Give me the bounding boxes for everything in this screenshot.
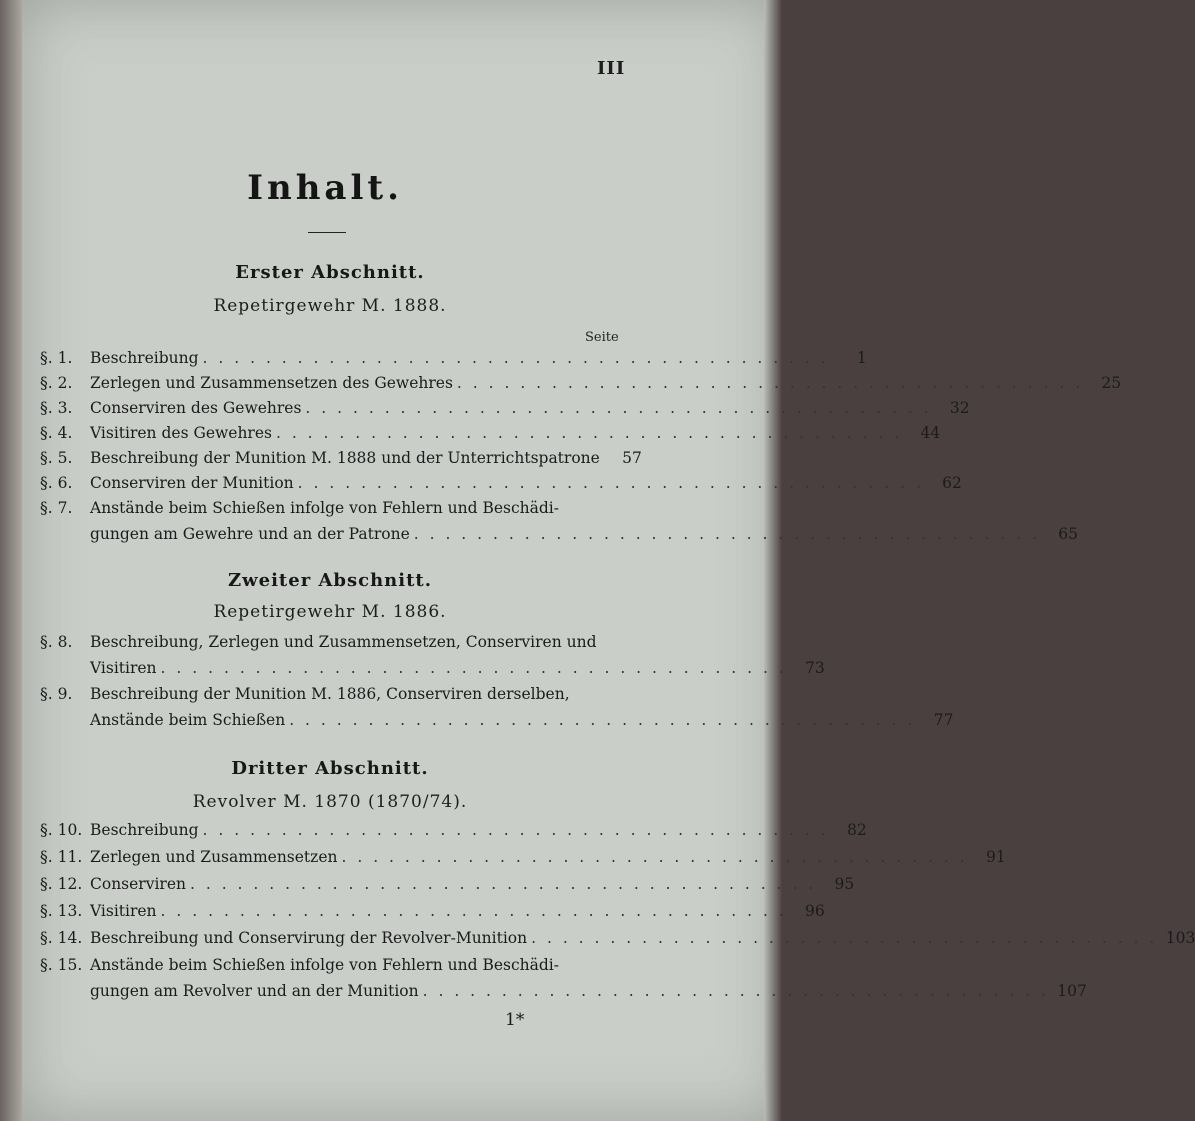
dot-leader: . . . . . . . . . . . . . . . . . . . . . . . . . . . . . . . . . . . . . . . . [190,875,817,893]
toc-entry [40,845,1006,871]
toc-entry-title: gungen am Revolver und an der Munition [90,982,419,1000]
toc-entry-title: gungen am Gewehre und an der Patrone [90,525,410,543]
toc-entry-page: 57 [622,449,642,467]
toc-entry [40,371,1122,397]
toc-entry-page: 32 [949,399,970,417]
section-2-heading: Zweiter Abschnitt. [228,570,432,591]
toc-entry-title: Anstände beim Schießen [90,711,286,729]
toc-entry-number: §. 3. [40,399,73,417]
toc-entry-title: Beschreibung [90,349,199,367]
section-3-heading: Dritter Abschnitt. [231,758,429,779]
toc-entry-title: Zerlegen und Zusammensetzen des Gewehres [90,374,453,392]
toc-entry [40,872,855,898]
section-2-subheading: Repetirgewehr M. 1886. [213,602,447,622]
toc-entry-page: 91 [985,848,1006,866]
toc-entry-title: Zerlegen und Zusammensetzen [90,848,338,866]
toc-entry-title: Anstände beim Schießen infolge von Fehlern und Beschädi- [90,499,559,517]
toc-entry-title: Visitiren [90,902,157,920]
dot-leader: . . . . . . . . . . . . . . . . . . . . . . . . . . . . . . . . . . . . . . . . [289,711,916,729]
dot-leader: . . . . . . . . . . . . . . . . . . . . . . . . . . . . . . . . . . . . . . . . [202,821,829,839]
toc-entry-title: Beschreibung und Conservirung der Revolver-Munition [90,929,528,947]
toc-entry-title: Conserviren der Munition [90,474,294,492]
toc-entry [40,471,962,497]
dot-leader: . . . . . . . . . . . . . . . . . . . . . . . . . . . . . . . . . . . . . . . . [305,399,932,417]
toc-entry-page: 65 [1058,525,1078,543]
toc-entry-number: §. 11. [40,848,83,866]
toc-entry-number: §. 10. [40,821,83,839]
dot-leader: . . . . . . . . . . . . . . . . . . . . . . . . . . . . . . . . . . . . . . . . [413,525,1040,543]
section-3-subheading: Revolver M. 1870 (1870/74). [192,792,468,812]
dot-leader: . . . . . . . . . . . . . . . . . . . . . . . . . . . . . . . . . . . . . . . . [202,349,829,367]
title-rule [308,232,346,233]
toc-entry-page: 62 [942,474,962,492]
toc-entry-number: §. 4. [40,424,73,442]
toc-entry [40,346,867,372]
dot-leader: . . . . . . . . . . . . . . . . . . . . . . . . . . . . . . . . . . . . . . . . [160,659,787,677]
dot-leader: . . . . . . . . . . . . . . . . . . . . . . . . . . . . . . . . . . . . . . . . [297,474,924,492]
toc-entry [40,421,941,447]
toc-entry-title: Beschreibung [90,821,199,839]
section-1-subheading: Repetirgewehr M. 1888. [213,296,447,316]
toc-entry-page: 77 [933,711,954,729]
toc-entry [40,899,825,925]
toc-entry-number: §. 9. [40,685,73,703]
dot-leader: . . . . . . . . . . . . . . . . . . . . . . . . . . . . . . . . . . . . . . . . [531,929,1158,947]
dot-leader: . . . . . . . . . . . . . . . . . . . . . . . . . . . . . . . . . . . . . . . . [275,424,903,442]
toc-entry-number: §. 6. [40,474,73,492]
toc-entry-number: §. 7. [40,499,73,517]
toc-entry-page: 73 [805,659,825,677]
toc-entry-number: §. 8. [40,633,73,651]
toc-entry-number: §. 1. [40,349,73,367]
dot-leader: . . . . . . . . . . . . . . . . . . . . . . . . . . . . . . . . . . . . . . . . [456,374,1084,392]
dot-leader: . . . . . . . . . . . . . . . . . . . . . . . . . . . . . . . . . . . . . . . . [422,982,1049,1000]
toc-entry [40,446,642,472]
page-column-label: Seite [585,330,619,345]
toc-entry-title: Conserviren [90,875,186,893]
page-edge [764,0,782,1121]
toc-entry-page: 1 [856,349,867,367]
toc-entry-page: 82 [847,821,867,839]
toc-entry-title: Beschreibung der Munition M. 1886, Conserviren derselben, [90,685,570,703]
toc-entry [40,926,1195,952]
toc-entry-number: §. 13. [40,902,83,920]
toc-entry-number: §. 14. [40,929,83,947]
toc-entry [40,396,970,422]
toc-entry-title: Anstände beim Schießen infolge von Fehlern und Beschädi- [90,956,559,974]
page-number: III [597,58,626,79]
dot-leader: . . . . . . . . . . . . . . . . . . . . . . . . . . . . . . . . . . . . . . . . [341,848,968,866]
toc-entry [40,682,954,734]
toc-entry [40,953,1087,1005]
toc-entry [40,818,867,844]
toc-entry-title: Beschreibung, Zerlegen und Zusammensetzen, Conserviren und [90,633,597,651]
toc-entry-number: §. 15. [40,956,83,974]
toc-entry-page: 44 [920,424,941,442]
section-1-heading: Erster Abschnitt. [235,262,425,283]
toc-entry-page: 25 [1101,374,1122,392]
toc-entry-title: Visitiren [90,659,157,677]
toc-entry [40,630,825,682]
toc-entry-number: §. 12. [40,875,83,893]
toc-entry-page: 96 [805,902,825,920]
page-title: Inhalt. [247,168,403,208]
dot-leader: . . . . . . . . . . . . . . . . . . . . . . . . . . . . . . . . . . . . . . . . [160,902,787,920]
toc-entry-title: Conserviren des Gewehres [90,399,302,417]
toc-entry-page: 95 [834,875,855,893]
toc-entry-title: Beschreibung der Munition M. 1888 und der Unterrichtspatrone [90,449,600,467]
toc-entry-title: Visitiren des Gewehres [90,424,272,442]
toc-entry-page: 103 [1165,929,1195,947]
toc-entry-number: §. 2. [40,374,73,392]
signature-mark: 1* [505,1010,525,1030]
toc-entry-page: 107 [1057,982,1087,1000]
toc-entry [40,496,1078,548]
toc-entry-number: §. 5. [40,449,73,467]
